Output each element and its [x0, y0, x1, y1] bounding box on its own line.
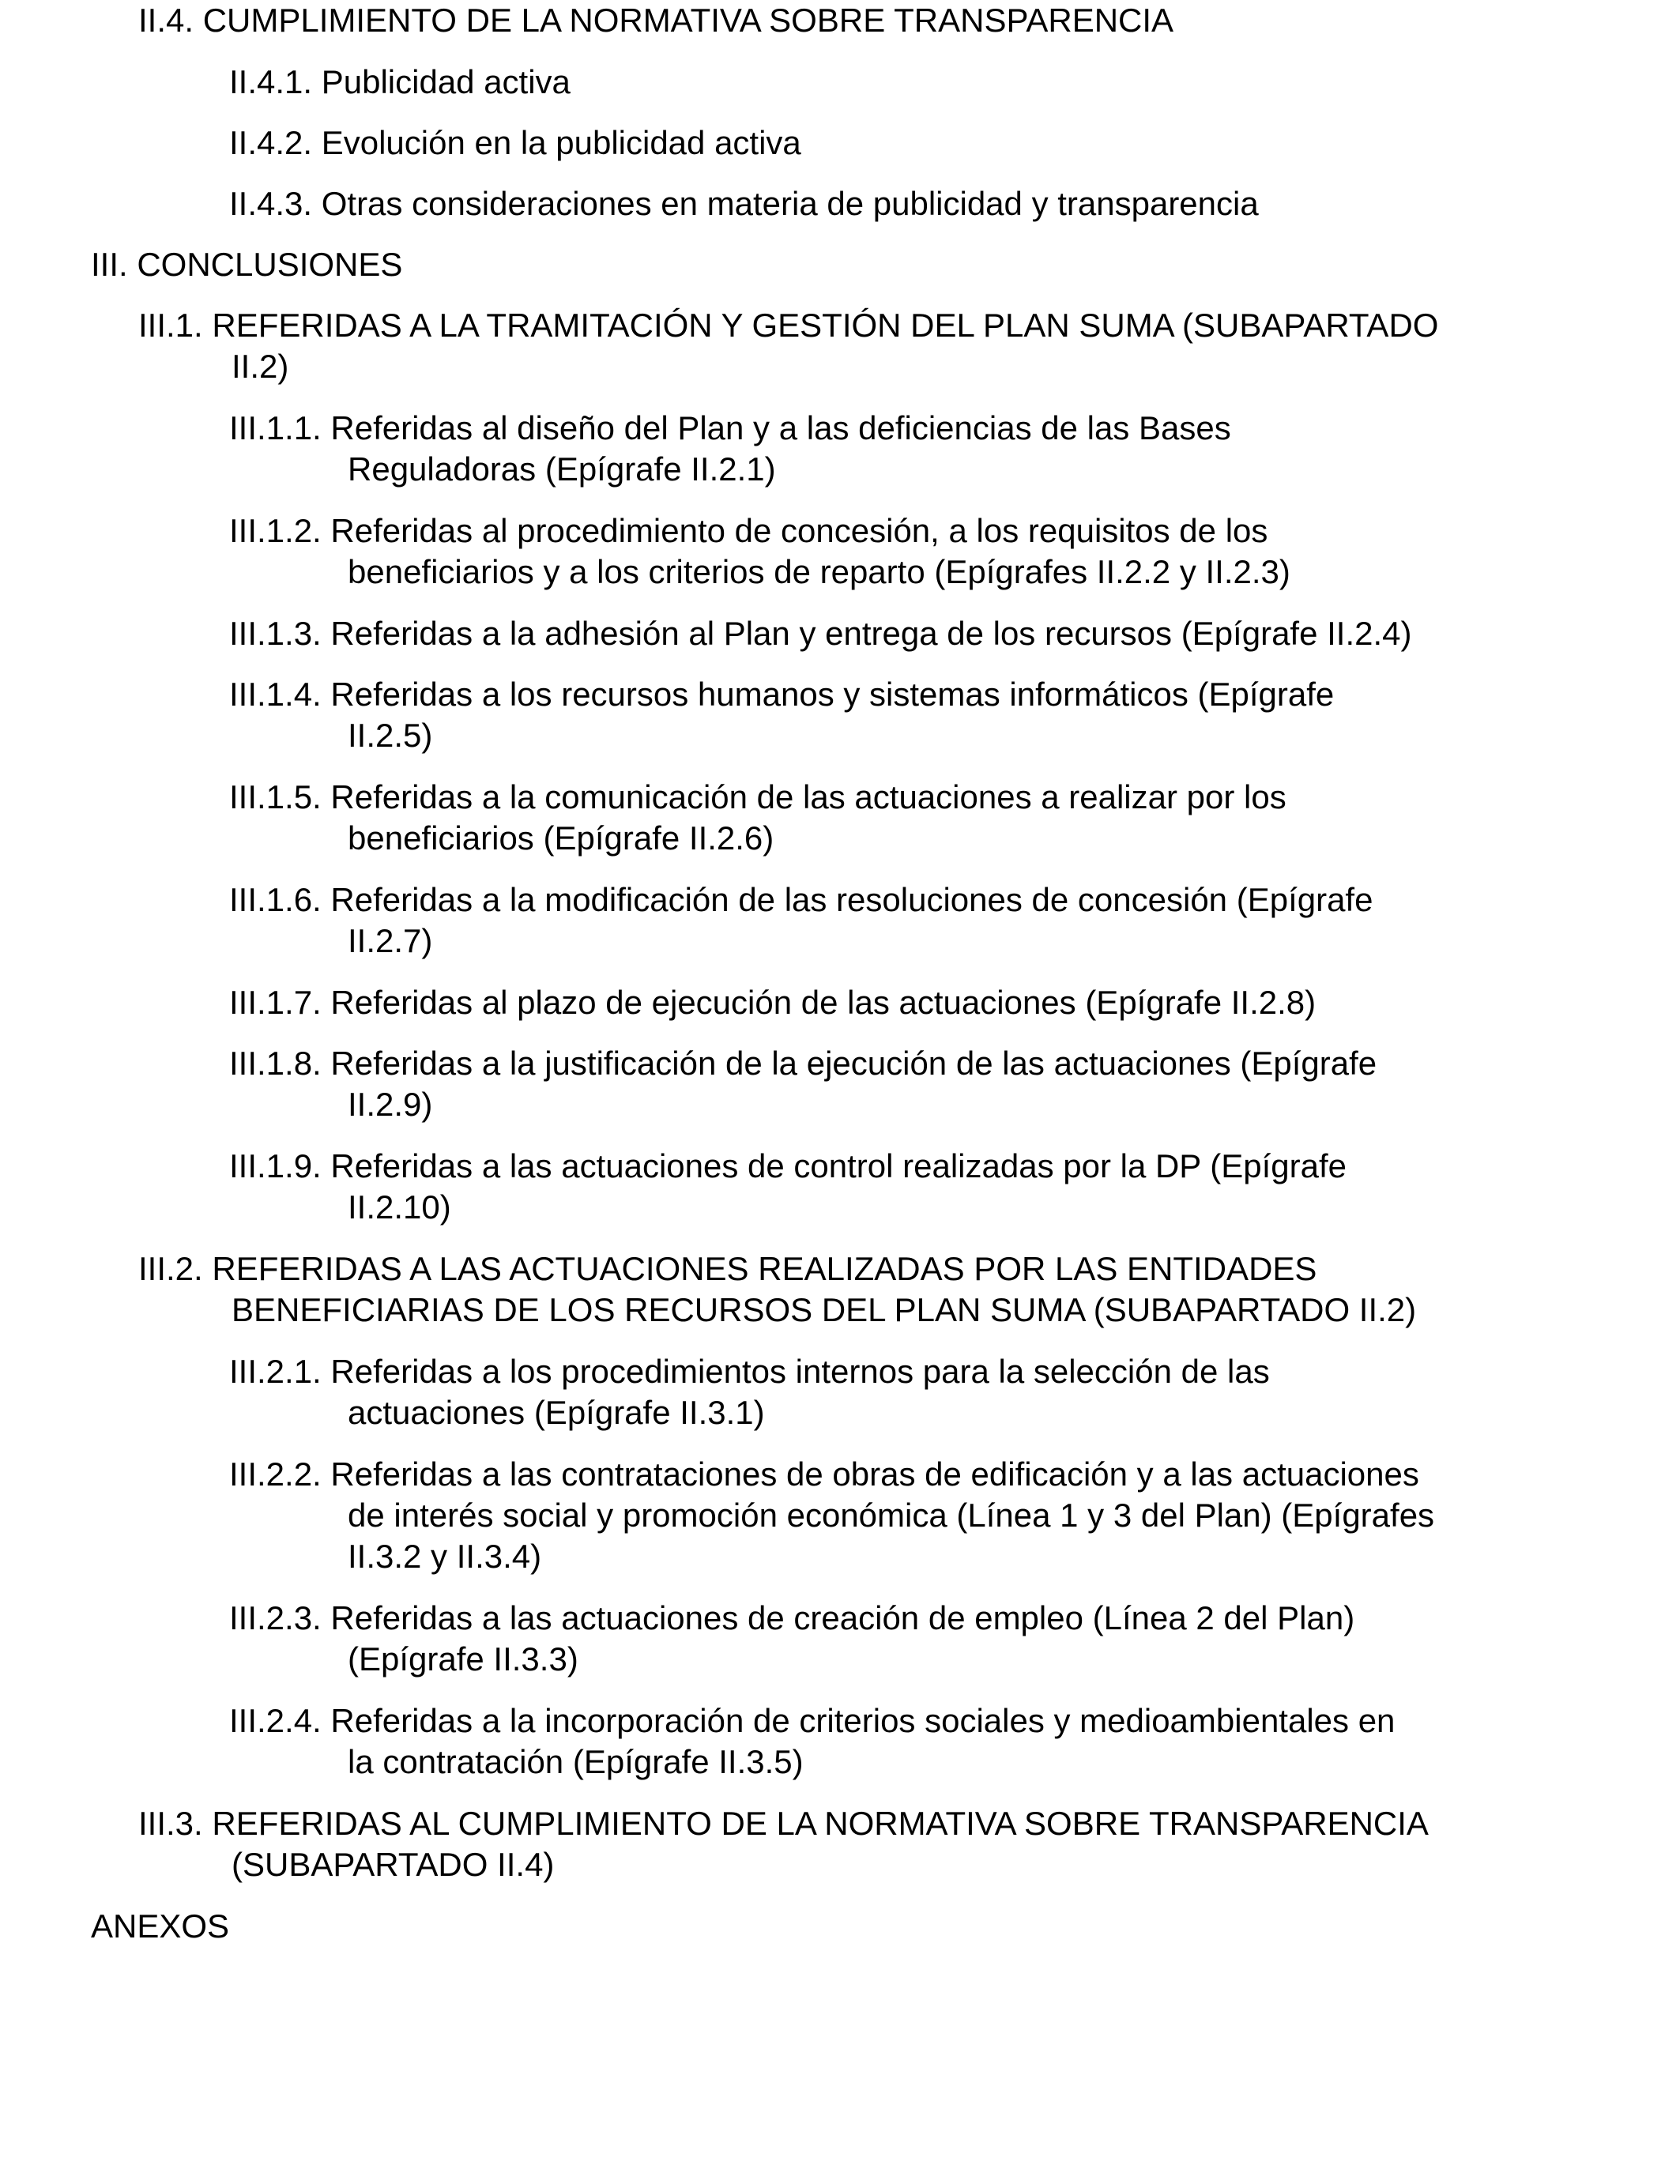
- toc-entry-III-2-1[interactable]: [229, 1351, 1270, 1433]
- toc-entry-continuation: BENEFICIARIAS DE LOS RECURSOS DEL PLAN SUMA (SUBAPARTADO II.2): [232, 1291, 1417, 1328]
- toc-entry-text: III.2.2. Referidas a las contrataciones de obras de edificación y a las actuaciones: [229, 1455, 1419, 1493]
- toc-entry-text: III.1.1. Referidas al diseño del Plan y a las deficiencias de las Bases: [229, 409, 1231, 446]
- toc-entry-text: II.4. CUMPLIMIENTO DE LA NORMATIVA SOBRE TRANSPARENCIA: [138, 2, 1174, 39]
- toc-entry-II-4-3[interactable]: [229, 183, 1259, 224]
- toc-entry-text: II.4.2. Evolución en la publicidad activa: [229, 124, 801, 161]
- toc-entry-anexos[interactable]: [91, 1906, 229, 1947]
- toc-entry-II-4[interactable]: [138, 0, 1173, 41]
- toc-entry-III-2-2[interactable]: [229, 1454, 1434, 1577]
- toc-entry-text: III.1. REFERIDAS A LA TRAMITACIÓN Y GESTIÓN DEL PLAN SUMA (SUBAPARTADO: [138, 307, 1439, 344]
- toc-entry-continuation: actuaciones (Epígrafe II.3.1): [348, 1394, 765, 1431]
- toc-entry-III-1[interactable]: [138, 305, 1438, 387]
- toc-entry-text: III.1.6. Referidas a la modificación de las resoluciones de concesión (Epígrafe: [229, 881, 1373, 918]
- toc-entry-III-1-4[interactable]: [229, 674, 1334, 756]
- toc-entry-III-2[interactable]: [138, 1248, 1416, 1331]
- toc-entry-III-1-6[interactable]: [229, 879, 1373, 962]
- toc-entry-text: III.1.8. Referidas a la justificación de la ejecución de las actuaciones (Epígrafe: [229, 1045, 1377, 1082]
- toc-entry-text: III.3. REFERIDAS AL CUMPLIMIENTO DE LA NORMATIVA SOBRE TRANSPARENCIA: [138, 1805, 1429, 1842]
- toc-entry-continuation: II.3.2 y II.3.4): [348, 1538, 542, 1575]
- toc-entry-III-1-8[interactable]: [229, 1043, 1377, 1125]
- toc-entry-III-3[interactable]: [138, 1803, 1429, 1885]
- toc-entry-III[interactable]: [91, 244, 402, 285]
- toc-entry-continuation: la contratación (Epígrafe II.3.5): [348, 1743, 804, 1780]
- toc-entry-II-4-2[interactable]: [229, 122, 801, 164]
- toc-entry-text: III.1.5. Referidas a la comunicación de las actuaciones a realizar por los: [229, 778, 1286, 815]
- toc-entry-continuation: beneficiarios y a los criterios de reparto (Epígrafes II.2.2 y II.2.3): [348, 553, 1290, 590]
- toc-entry-continuation: Reguladoras (Epígrafe II.2.1): [348, 450, 776, 488]
- toc-entry-text: ANEXOS: [91, 1907, 230, 1945]
- toc-entry-continuation: beneficiarios (Epígrafe II.2.6): [348, 819, 774, 857]
- toc-entry-text: III.1.3. Referidas a la adhesión al Plan y entrega de los recursos (Epígrafe II.2.4): [229, 615, 1412, 652]
- toc-entry-text: III.2.3. Referidas a las actuaciones de creación de empleo (Línea 2 del Plan): [229, 1599, 1355, 1636]
- toc-entry-III-2-3[interactable]: [229, 1598, 1354, 1680]
- toc-entry-continuation: II.2): [232, 348, 289, 385]
- toc-entry-continuation: II.2.9): [348, 1086, 433, 1123]
- toc-entry-continuation: II.2.5): [348, 717, 433, 754]
- toc-entry-text: III. CONCLUSIONES: [91, 246, 403, 283]
- toc-entry-text: III.1.9. Referidas a las actuaciones de control realizadas por la DP (Epígrafe: [229, 1147, 1347, 1184]
- toc-entry-text: III.2.4. Referidas a la incorporación de criterios sociales y medioambientales en: [229, 1702, 1396, 1739]
- toc-entry-text: II.4.1. Publicidad activa: [229, 63, 571, 100]
- toc-entry-III-1-2[interactable]: [229, 510, 1290, 593]
- toc-entry-text: III.1.7. Referidas al plazo de ejecución de las actuaciones (Epígrafe II.2.8): [229, 984, 1317, 1021]
- toc-entry-text: II.4.3. Otras consideraciones en materia de publicidad y transparencia: [229, 185, 1259, 222]
- toc-entry-continuation: (SUBAPARTADO II.4): [232, 1846, 555, 1883]
- toc-entry-continuation: (Epígrafe II.3.3): [348, 1640, 578, 1678]
- toc-entry-III-1-9[interactable]: [229, 1146, 1347, 1228]
- toc-entry-text: III.2.1. Referidas a los procedimientos internos para la selección de las: [229, 1353, 1270, 1390]
- toc-entry-III-1-7[interactable]: [229, 982, 1316, 1023]
- toc-entry-III-1-3[interactable]: [229, 613, 1412, 654]
- toc-entry-continuation: de interés social y promoción económica (Línea 1 y 3 del Plan) (Epígrafes: [348, 1497, 1435, 1534]
- toc-entry-text: III.1.4. Referidas a los recursos humanos y sistemas informáticos (Epígrafe: [229, 676, 1335, 713]
- toc-entry-III-1-5[interactable]: [229, 777, 1286, 859]
- toc-entry-text: III.1.2. Referidas al procedimiento de concesión, a los requisitos de los: [229, 512, 1268, 549]
- toc-entry-III-1-1[interactable]: [229, 408, 1231, 490]
- toc-entry-text: III.2. REFERIDAS A LAS ACTUACIONES REALIZADAS POR LAS ENTIDADES: [138, 1250, 1317, 1287]
- toc-entry-continuation: II.2.10): [348, 1188, 451, 1226]
- toc-entry-II-4-1[interactable]: [229, 62, 571, 103]
- toc-entry-III-2-4[interactable]: [229, 1700, 1395, 1783]
- toc-entry-continuation: II.2.7): [348, 922, 433, 959]
